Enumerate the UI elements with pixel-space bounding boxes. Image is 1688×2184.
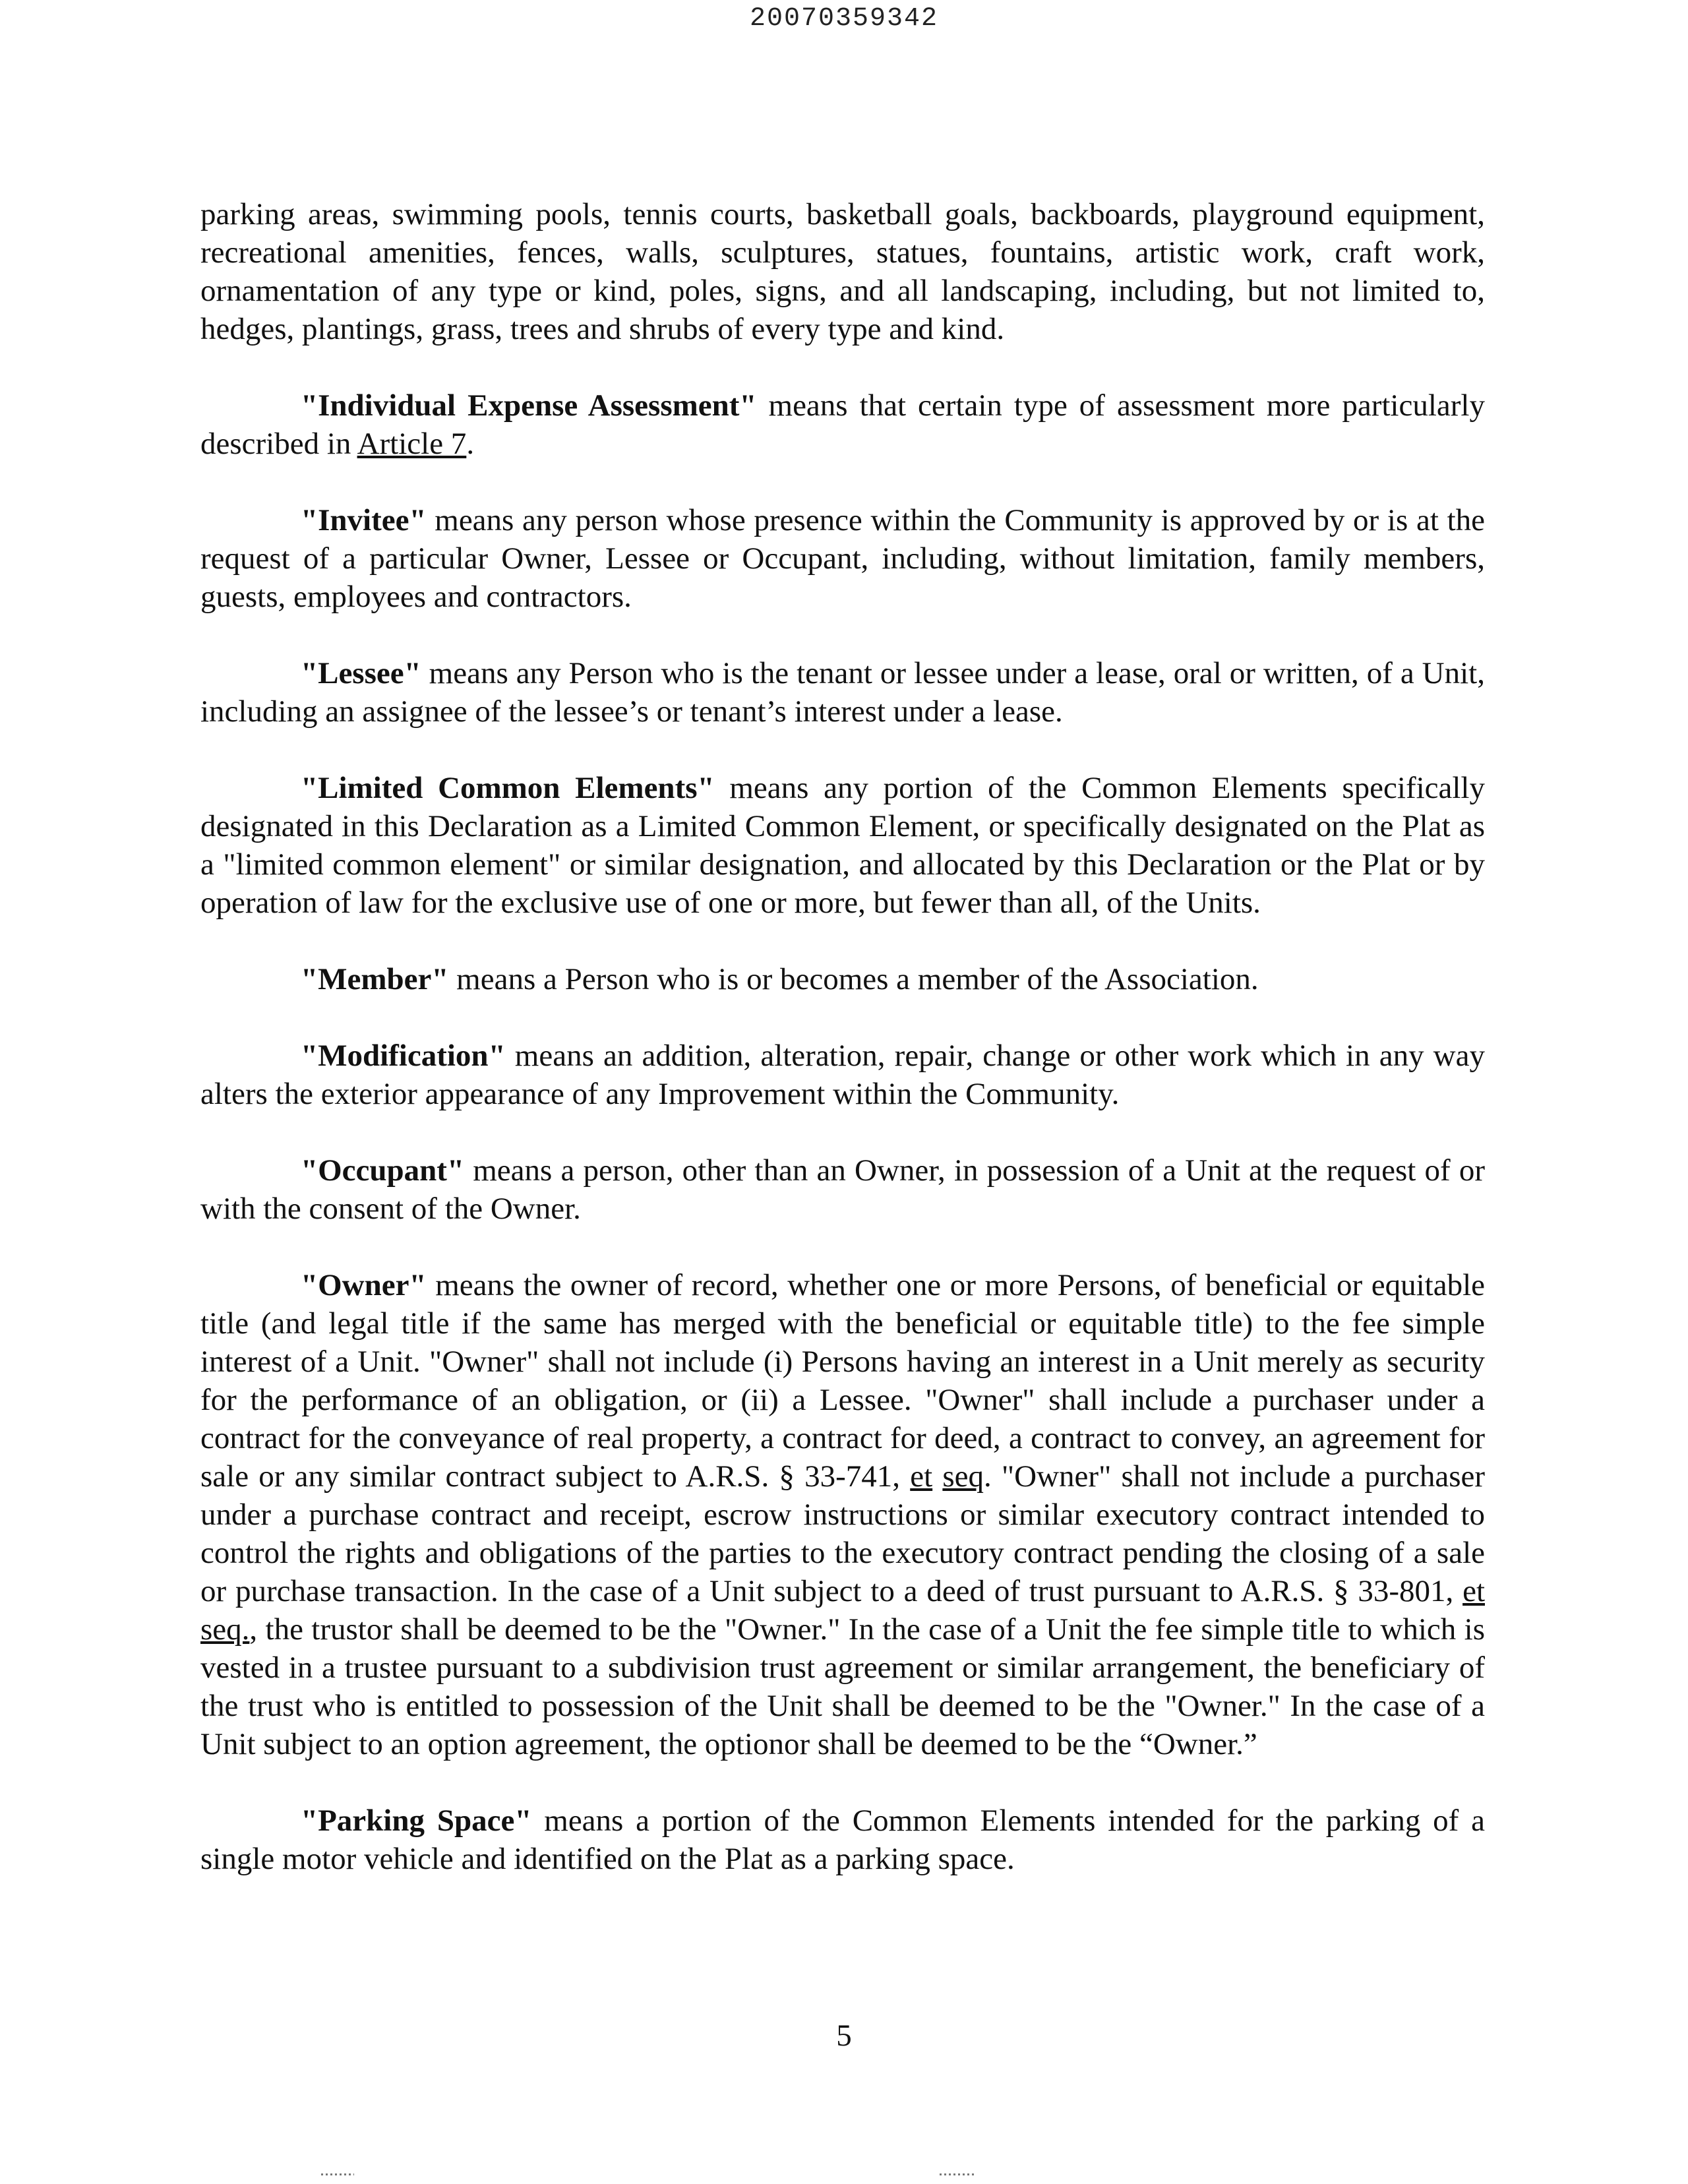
definition-invitee — [200, 501, 1485, 616]
defined-term: "Member" — [301, 962, 449, 996]
scan-artifact-right — [940, 2173, 976, 2175]
definition-individual-expense-assessment — [200, 386, 1485, 463]
defined-term: "Modification" — [301, 1039, 506, 1073]
definition-modification — [200, 1037, 1485, 1113]
page-number: 5 — [836, 2018, 852, 2053]
defined-term: "Owner" — [301, 1268, 427, 1302]
definition-text: means any Person who is the tenant or lessee under a lease, oral or written, of a Unit, including an assignee of the lessee’s or tenant’s interest under a lease. — [200, 656, 1485, 729]
definition-text: means a person, other than an Owner, in possession of a Unit at the request of or with the consent of the Owner. — [200, 1153, 1485, 1226]
defined-term: "Parking Space" — [301, 1804, 532, 1838]
et-citation: et — [910, 1459, 933, 1494]
paragraph-common-elements-continuation — [200, 195, 1485, 348]
definition-owner — [200, 1266, 1485, 1763]
seq-citation: seq — [942, 1459, 984, 1494]
seq-citation: seq. — [200, 1612, 250, 1647]
scan-artifact-left — [321, 2173, 354, 2175]
definition-parking-space — [200, 1802, 1485, 1878]
definition-text-end: . — [466, 427, 475, 461]
definition-text: means a Person who is or becomes a member of the Association. — [448, 962, 1259, 996]
page-body — [200, 195, 1485, 1916]
definition-text: means the owner of record, whether one or more Persons, of beneficial or equitable title (and legal title if the same has merged with the beneficial or equitable title) to the fee simple interest of a Unit. "Owner" shall not include (i) Persons having an interest in a Unit merely as security for the performance of an obligation, or (ii) a Lessee. "Owner" shall include a purchaser under a contract for the conveyance of real property, a contract for deed, a contract to convey, an agreement for sale or any similar contract subject to A.R.S. § 33-741, — [200, 1268, 1485, 1494]
article-7-reference: Article 7 — [357, 427, 467, 461]
definition-limited-common-elements — [200, 769, 1485, 922]
definition-text: means that certain type of assessment more particularly described in — [200, 388, 1485, 461]
definition-occupant — [200, 1151, 1485, 1228]
defined-term: "Invitee" — [301, 503, 427, 537]
paragraph-text: parking areas, swimming pools, tennis courts, basketball goals, backboards, playground equipment, recreational amenities, fences, walls, sculptures, statues, fountains, artistic work, craft work, ornamentation of any type or kind, poles, signs, and all landscaping, including, but not limited to, hedges, plantings, grass, trees and shrubs of every type and kind. — [200, 197, 1485, 346]
defined-term: "Occupant" — [301, 1153, 465, 1188]
defined-term: "Individual Expense Assessment" — [301, 388, 757, 423]
definition-text: means a portion of the Common Elements intended for the parking of a single motor vehicle and identified on the Plat as a parking space. — [200, 1804, 1486, 1876]
definition-lessee — [200, 654, 1485, 731]
definition-text: . "Owner" shall not include a purchaser under a purchase contract and receipt, escrow instructions or similar executory contract intended to control the rights and obligations of the parties to the executory contract pending the closing of a sale or purchase transaction. In the case of a Unit subject to a deed of trust pursuant to A.R.S. § 33-801, — [200, 1459, 1486, 1608]
definition-text: means any portion of the Common Elements specifically designated in this Declaration as a Limited Common Element, or specifically designated on the Plat as a "limited common element" or similar designation, and allocated by this Declaration or the Plat or by operation of law for the exclusive use of one or more, but fewer than all, of the Units. — [200, 771, 1485, 920]
definition-member — [200, 960, 1485, 998]
definition-text: , the trustor shall be deemed to be the "Owner." In the case of a Unit the fee simple title to which is vested in a trustee pursuant to a subdivision trust agreement or similar arrangement, the beneficiary of the trust who is entitled to possession of the Unit shall be deemed to be the "Owner." In the case of a Unit subject to an option agreement, the optionor shall be deemed to be the “Owner.” — [200, 1612, 1485, 1761]
definition-text: means any person whose presence within the Community is approved by or is at the request of a particular Owner, Lessee or Occupant, including, without limitation, family members, guests, employees and contractors. — [200, 503, 1485, 614]
definition-text: means an addition, alteration, repair, change or other work which in any way alters the exterior appearance of any Improvement within the Community. — [200, 1039, 1485, 1111]
defined-term: "Lessee" — [301, 656, 421, 690]
document-number: 20070359342 — [749, 4, 939, 34]
citation-space — [932, 1459, 942, 1494]
et-citation: et — [1462, 1574, 1485, 1608]
defined-term: "Limited Common Elements" — [301, 771, 715, 805]
